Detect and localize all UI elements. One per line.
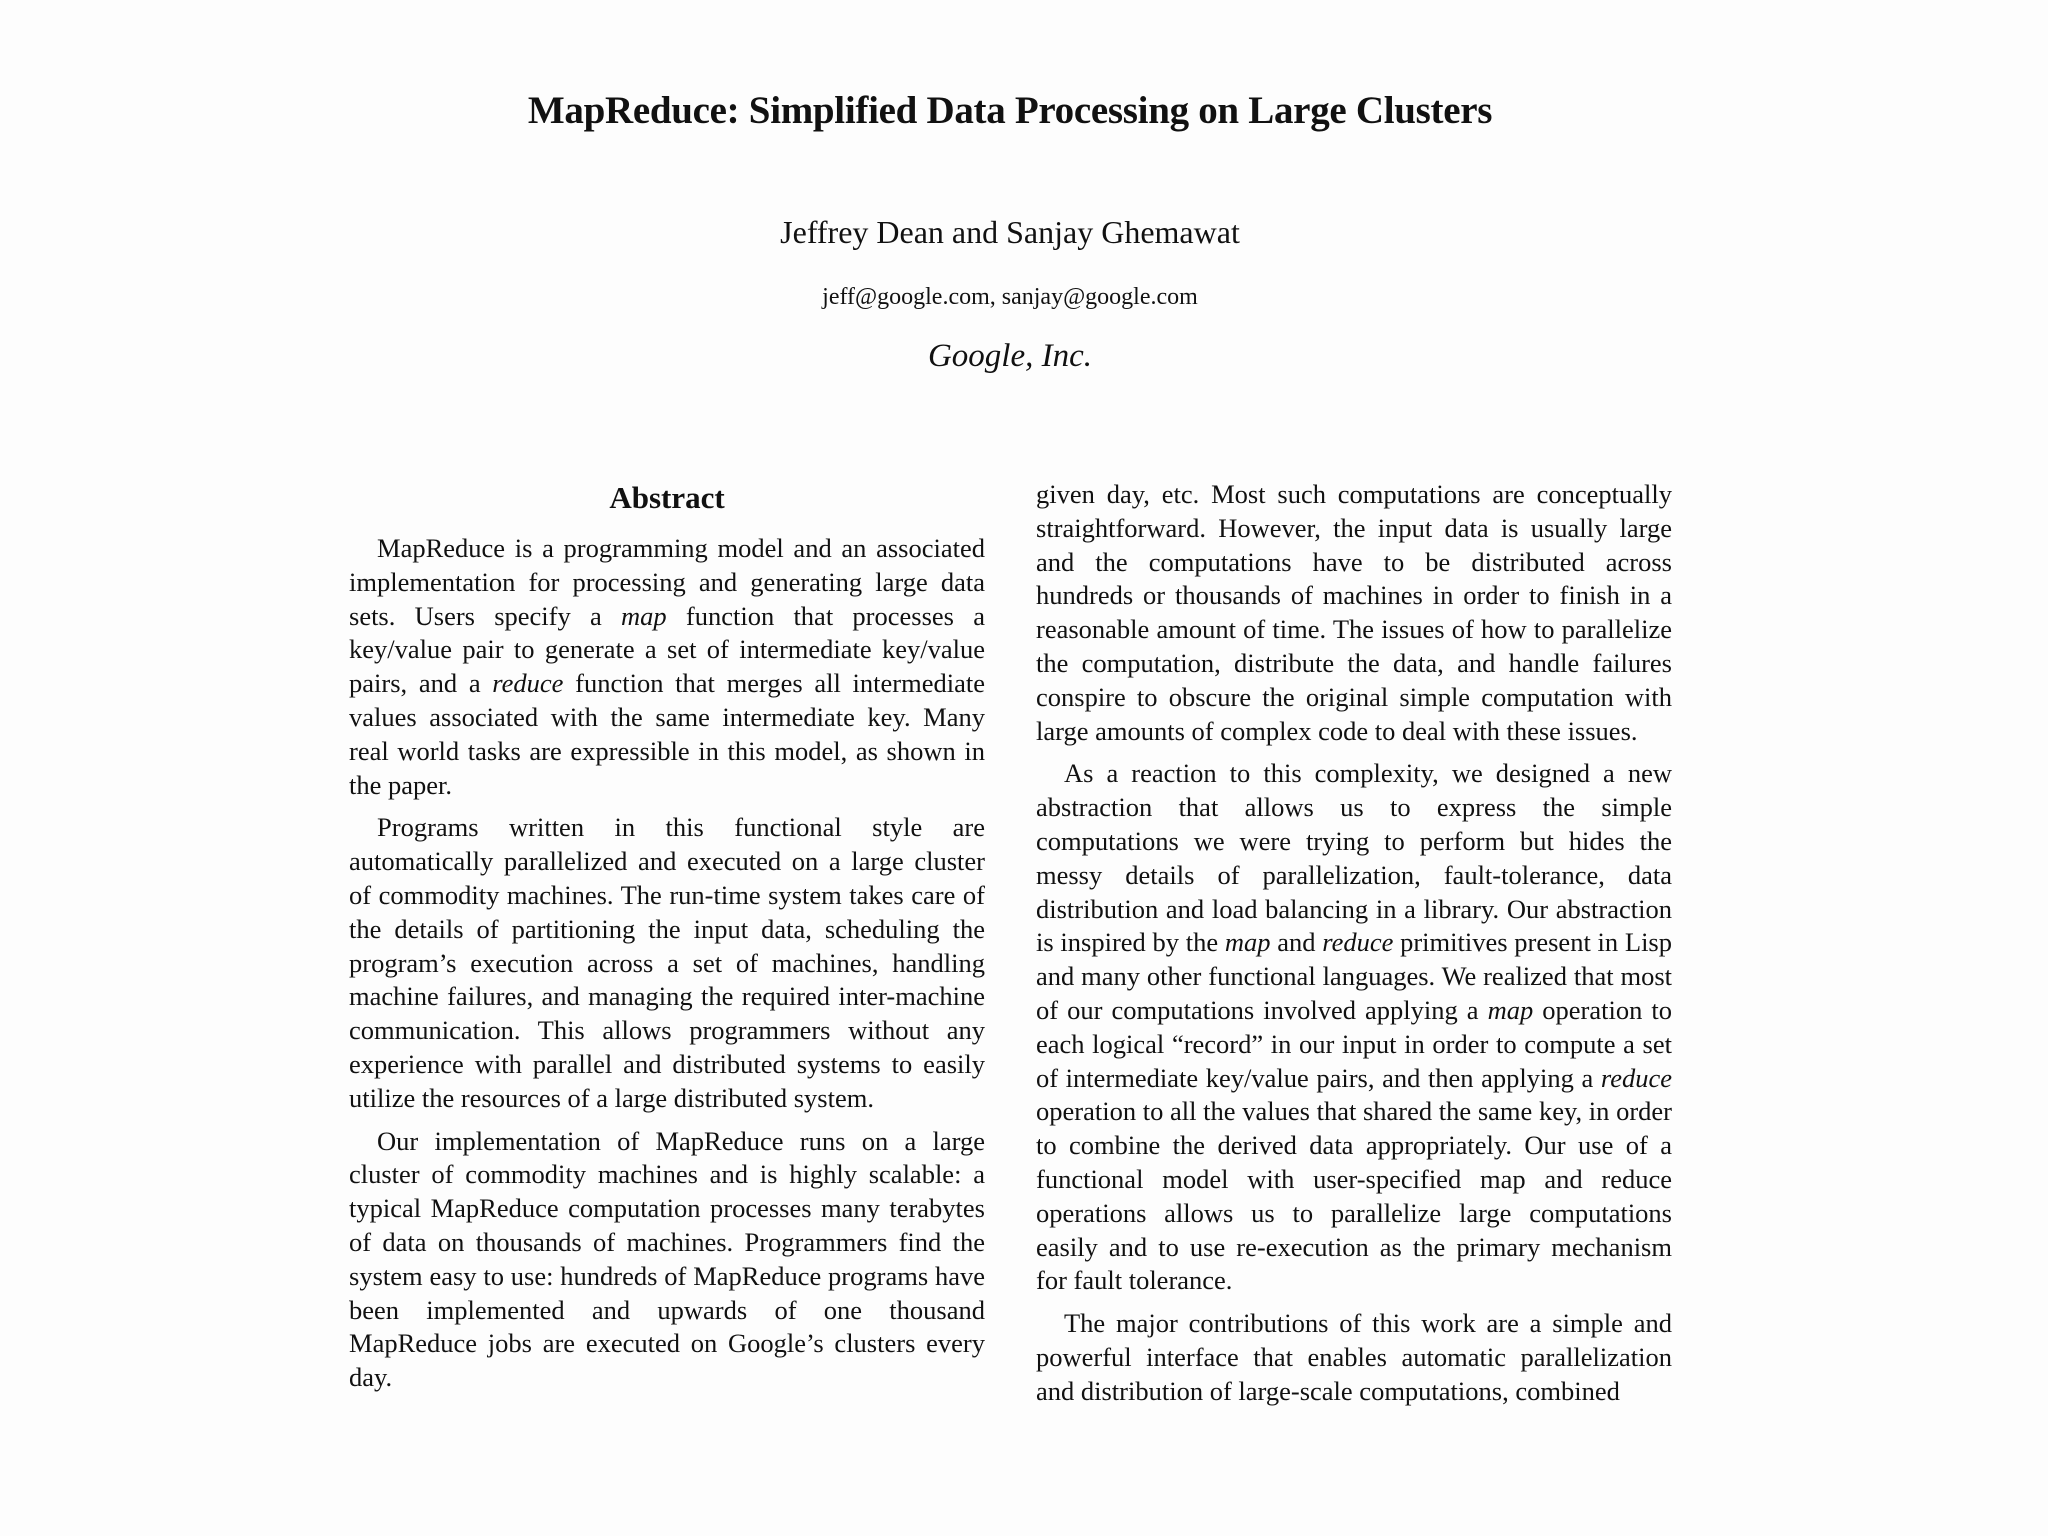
left-column: [349, 478, 985, 1404]
intro-paragraph-3: The major contributions of this work are a simple and powerful interface that enables automatic parallelization and distribution of large-scale computations, combined: [1036, 1308, 1672, 1406]
right-column: [1036, 478, 1672, 1418]
author-emails: jeff@google.com, sanjay@google.com: [822, 284, 1198, 310]
abstract-paragraph-3: Our implementation of MapReduce runs on a large cluster of commodity machines and is highly scalable: a typical MapReduce computation processes many terabytes of data on thousands of machines. Programmers find the system easy to use: hundreds of MapReduce programs have been implemented and upwards of one thousand MapReduce jobs are executed on Google’s clusters every day.: [349, 1125, 985, 1393]
abstract-paragraph-2: Programs written in this functional style are automatically parallelized and executed on a large cluster of commodity machines. The run-time system takes care of the details of partitioning the input data, scheduling the program’s execution across a set of machines, handling machine failures, and managing the required inter-machine communication. This allows programmers without any experience with parallel and distributed systems to easily utilize the resources of a large distributed system.: [349, 812, 985, 1113]
abstract-heading: Abstract: [609, 480, 725, 515]
intro-paragraph-1: given day, etc. Most such computations are conceptually straightforward. However, the input data is usually large and the computations have to be distributed across hundreds or thousands of machines in order to finish in a reasonable amount of time. The issues of how to parallelize the computation, distribute the data, and handle failures conspire to obscure the original simple computation with large amounts of complex code to deal with these issues.: [1036, 479, 1672, 746]
author-affiliation: Google, Inc.: [927, 338, 1093, 374]
paper-authors: Jeffrey Dean and Sanjay Ghemawat: [780, 214, 1240, 250]
intro-paragraph-2: As a reaction to this complexity, we designed a new abstraction that allows us to express the simple computations we were trying to perform but hides the messy details of parallelization, fault-tolerance, data distribution and load balancing in a library. Our abstraction is inspired by the map and reduce primitives present in Lisp and many other functional languages. We realized that most of our computations involved applying a map operation to each logical “record” in our input in order to compute a set of intermediate key/value pairs, and then applying a reduce operation to all the values that shared the same key, in order to combine the derived data appropriately. Our use of a functional model with user-specified map and reduce operations allows us to parallelize large computations easily and to use re-execution as the primary mechanism for fault tolerance.: [1036, 758, 1672, 1296]
abstract-paragraph-1: MapReduce is a programming model and an associated implementation for processing and generating large data sets. Users specify a map function that processes a key/value pair to generate a set of intermediate key/value pairs, and a reduce function that merges all intermediate values associated with the same intermediate key. Many real world tasks are expressible in this model, as shown in the paper.: [349, 533, 985, 800]
paper-title: MapReduce: Simplified Data Processing on Large Clusters: [527, 89, 1493, 132]
